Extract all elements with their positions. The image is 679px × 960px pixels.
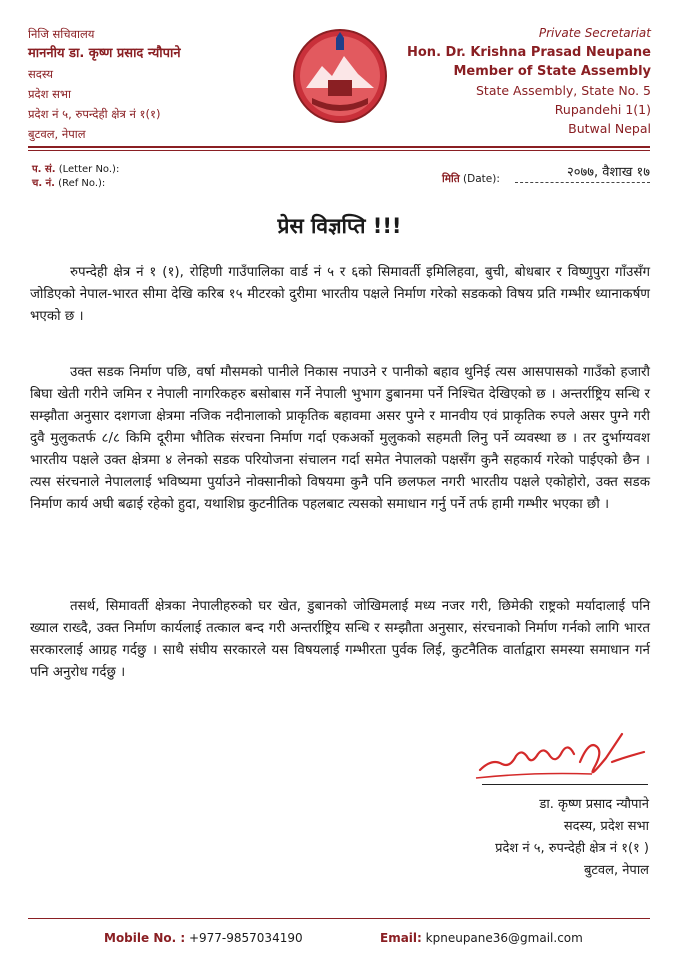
member-role-np: सदस्य <box>28 67 54 81</box>
signer-block <box>495 794 649 882</box>
member-role-en: Member of State Assembly <box>453 64 651 79</box>
member-name-en: Hon. Dr. Krishna Prasad Neupane <box>407 45 651 60</box>
header-divider-thin <box>28 150 650 151</box>
email-value: kpneupane36@gmail.com <box>425 931 583 945</box>
page-title: प्रेस विज्ञप्ति !!! <box>277 214 402 238</box>
header-right-block <box>407 24 651 138</box>
member-name-np: माननीय डा. कृष्ण प्रसाद न्यौपाने <box>28 46 181 61</box>
signature-line <box>482 784 648 785</box>
constituency-en: Rupandehi 1(1) <box>554 102 651 117</box>
header-left-block <box>28 24 181 144</box>
letter-no-label-en: (Letter No.): <box>58 164 120 175</box>
assembly-np: प्रदेश सभा <box>28 87 71 101</box>
header-divider <box>28 146 650 148</box>
ref-no-label-en: (Ref No.): <box>58 178 106 189</box>
footer-email <box>380 931 583 945</box>
footer-mobile <box>104 931 303 945</box>
signer-role: सदस्य, प्रदेश सभा <box>563 819 649 834</box>
mobile-label: Mobile No. : <box>104 931 186 945</box>
paragraph-1: रुपन्देही क्षेत्र नं १ (१), रोहिणी गाउँपालिका वार्ड नं ५ र ६को सिमावर्ती इमिलिहवा, बुची, बोधबार र विष्णुपुरा गाँउसँग जोडिएको नेपाल-भारत सीमा देखि करिब १५ मीटरको दुरीमा भारतीय पक्षले निर्माण गरेको सडकको विषय प्रति गम्भीर ध्यानाकर्षण भएको छ । <box>30 265 650 324</box>
signature-icon <box>472 718 652 788</box>
office-label-en: Private Secretariat <box>538 26 651 40</box>
nepal-emblem-icon <box>292 28 388 124</box>
date-label-en: (Date): <box>463 173 500 185</box>
paragraph-2: उक्त सडक निर्माण पछि, वर्षा मौसमको पानीले निकास नपाउने र पानीको बहाव थुनिई त्यस आसपासको गाउँको हजारौ बिघा खेती गरीने जमिन र नेपाली नागरिकहरु बसोबास गर्ने नेपाली भुभाग डुबानमा पर्ने निश्चित देखिएको छ । अन्तर्राष्ट्रिय सन्धि र सम्झौता अनुसार दशगजा क्षेत्रमा नजिक नदीनालाको प्राकृतिक बहावमा असर पुग्ने र मानवीय एवं प्राकृतिक रुपले असर पुग्ने गरी दुवै मुलुकतर्फ ८/८ किमि दूरीमा भौतिक संरचना निर्माण गर्दा एकअर्को मुलुकको सहमती लिनु पर्ने व्यवस्था छ । तर दुर्भाग्यवश भारतीय पक्षले उक्त क्षेत्रमा ४ लेनको सडक परियोजना संचालन गर्दा समेत नेपालको पक्षसँग कुनै सहकार्य गरेको पाईएको छैन । त्यस संरचनाले नेपाललाई भविष्यमा पुर्याउने नोक्सानीको विषयमा कुनै पनि छलफल नगरी भारतीय पक्षले एकोहोरो, उक्त सडक निर्माण कार्य अघी बढाई रहेको हुदा, यथाशिघ्र कुटनीतिक पहलबाट त्यसको समाधान गर्नु पर्ने तर्फ हामी गम्भीर भएका छौ । <box>30 365 650 512</box>
footer-divider <box>28 918 650 919</box>
signer-name: डा. कृष्ण प्रसाद न्यौपाने <box>539 797 649 812</box>
address-en: Butwal Nepal <box>568 121 651 136</box>
address-np: बुटवल, नेपाल <box>28 127 86 141</box>
date-value: २०७७, वैशाख १७ <box>515 162 650 183</box>
signer-constituency: प्रदेश नं ५, रुपन्देही क्षेत्र नं १(१ ) <box>495 841 649 856</box>
date-label: मिति <box>442 173 460 185</box>
letter-no-label: प. सं. <box>32 164 56 175</box>
email-label: Email: <box>380 931 422 945</box>
signer-address: बुटवल, नेपाल <box>583 863 649 878</box>
paragraph-3: तसर्थ, सिमावर्ती क्षेत्रका नेपालीहरुको घर खेत, डुबानको जोखिमलाई मध्य नजर गरी, छिमेकी राष्ट्रको मर्यादालाई पनि ख्याल राख्दै, उक्त निर्माण कार्यलाई तत्काल बन्द गरी अन्तर्राष्ट्रिय सन्धि र सम्झौता अनुसार, संरचनाको निर्माण गर्नको लागि भारत सरकारलाई आग्रह गर्दछु । साथै संघीय सरकारले यस विषयलाई गम्भीरता पुर्वक लिई, कुटनैतिक वार्ताद्वारा समस्या समाधान गर्न पनि अनुरोध गर्दछु । <box>30 599 650 680</box>
ref-no-row <box>32 177 119 191</box>
date-label-row <box>442 172 500 186</box>
constituency-np: प्रदेश नं ५, रुपन्देही क्षेत्र नं १(१) <box>28 107 161 121</box>
letter-no-row <box>32 163 119 177</box>
letter-meta <box>32 163 119 191</box>
mobile-value: +977-9857034190 <box>188 931 303 945</box>
assembly-en: State Assembly, State No. 5 <box>476 83 651 98</box>
ref-no-label: च. नं. <box>32 178 55 189</box>
office-label-np: निजि सचिवालय <box>28 27 95 41</box>
